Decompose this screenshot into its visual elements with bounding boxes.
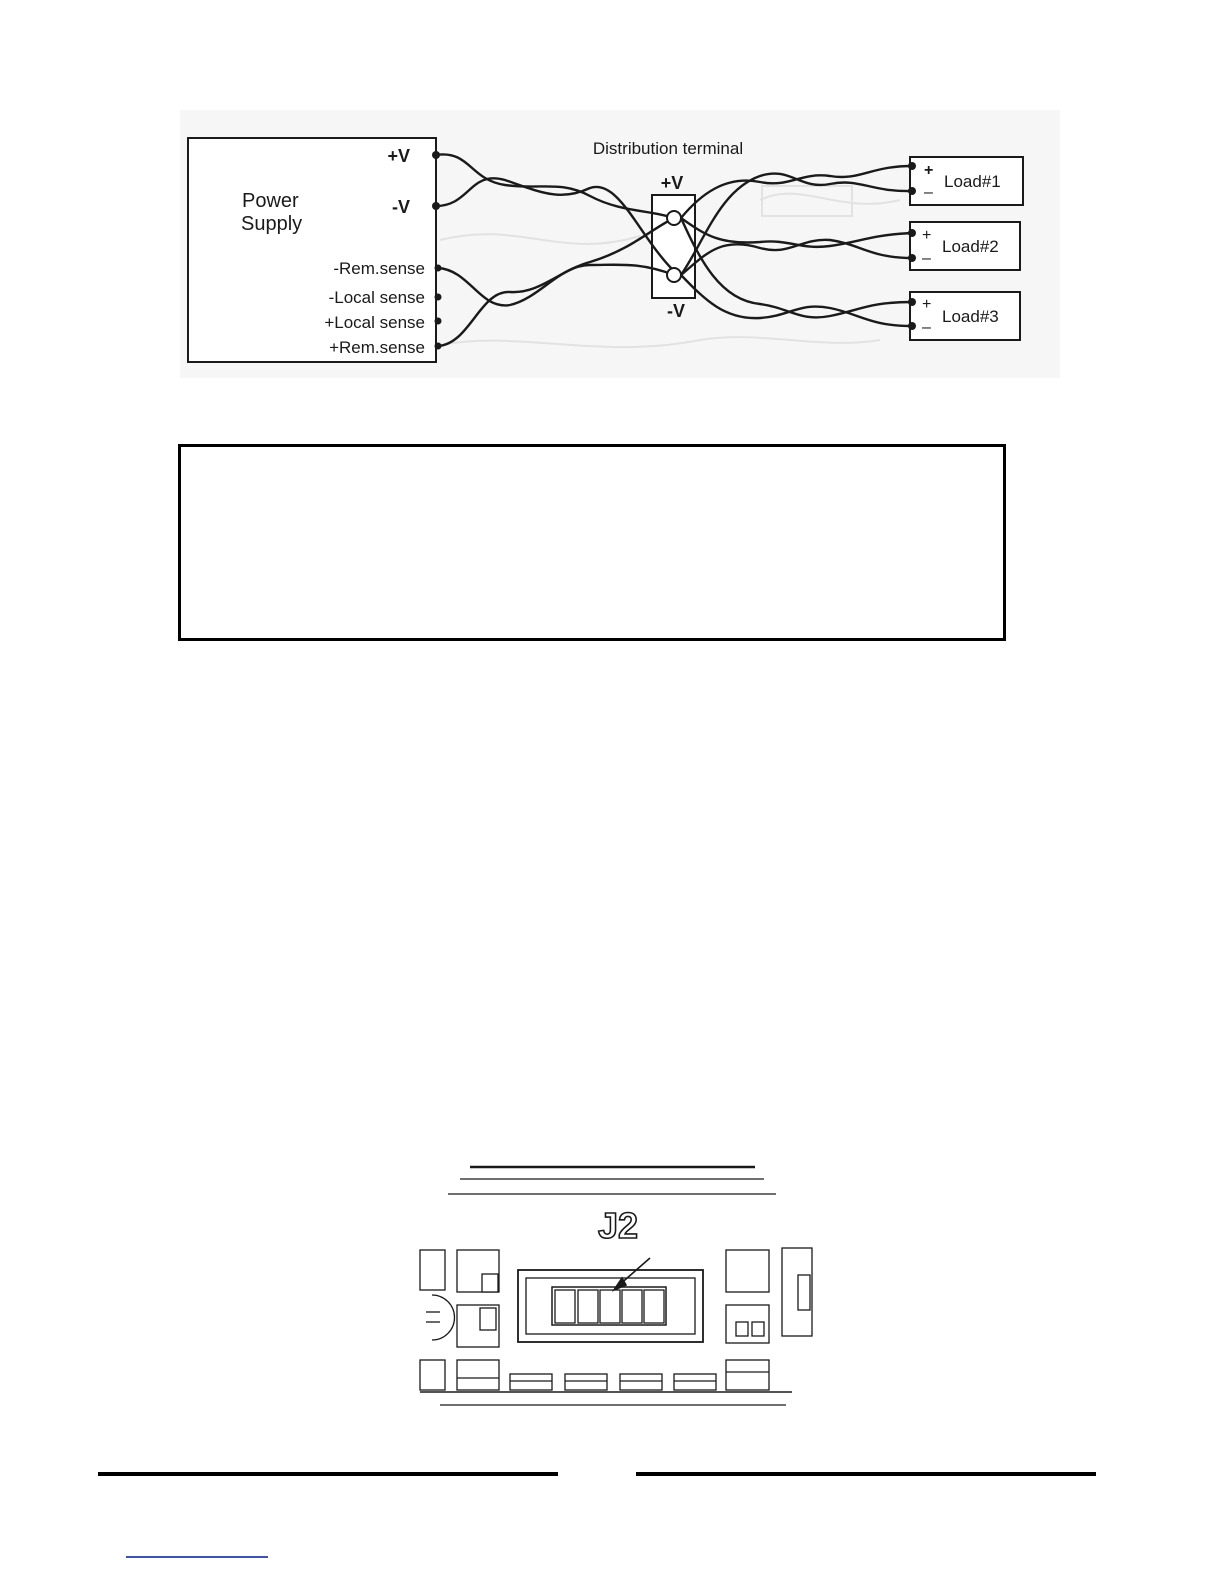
board-components (420, 1248, 812, 1390)
load-3 (908, 292, 1020, 340)
load-3-label: Load#3 (942, 307, 999, 326)
terminal-neg-rem-sense: -Rem.sense (333, 259, 425, 278)
load-1 (908, 157, 1023, 205)
footer-link-underline[interactable] (126, 1556, 268, 1558)
load-1-minus: – (924, 184, 933, 201)
footer-rule-right (636, 1472, 1096, 1476)
load-2-minus: – (922, 250, 931, 267)
note-box (178, 444, 1006, 641)
terminal-pos-rem-sense: +Rem.sense (329, 338, 425, 357)
j2-label: J2 (597, 1205, 639, 1246)
board-bottom-lines (420, 1392, 792, 1405)
pad-hatch (457, 1372, 769, 1381)
footer-rule-left (98, 1472, 558, 1476)
load-3-minus: – (922, 319, 931, 336)
j2-connector-diagram (400, 1150, 820, 1420)
load-2-plus: + (922, 227, 932, 244)
load-1-plus: + (924, 162, 934, 179)
load-2-label: Load#2 (942, 237, 999, 256)
load-3-plus: + (922, 296, 932, 313)
terminal-pos-v: +V (387, 146, 410, 166)
distribution-pos-label: +V (660, 173, 684, 193)
distribution-pos-screw (667, 211, 681, 225)
distribution-neg-label: -V (667, 301, 685, 321)
wiring-diagram (0, 0, 1224, 420)
supply-label-line1: Power (242, 190, 299, 212)
terminal-pos-local-sense: +Local sense (324, 313, 425, 332)
terminal-neg-v: -V (392, 197, 410, 217)
terminal-neg-local-sense: -Local sense (328, 288, 425, 307)
panel-edge-lines (448, 1167, 776, 1194)
supply-label-line2: Supply (241, 213, 303, 235)
load-1-label: Load#1 (944, 172, 1001, 191)
load-2 (908, 222, 1020, 270)
distribution-terminal-title: Distribution terminal (592, 139, 744, 158)
distribution-neg-screw (667, 268, 681, 282)
